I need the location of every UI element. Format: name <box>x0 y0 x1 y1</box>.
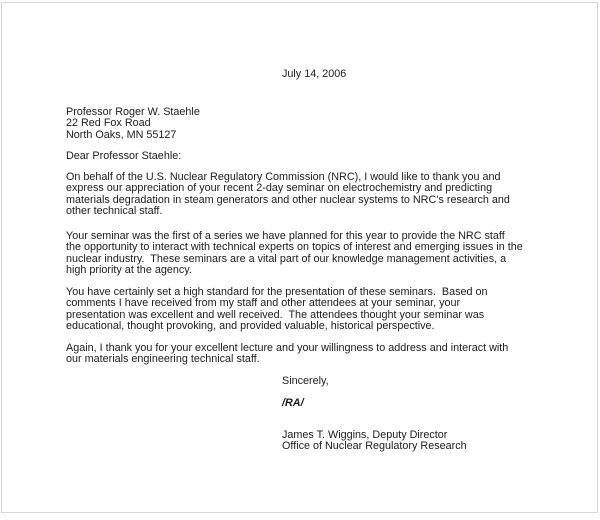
recipient-address: Professor Roger W. Staehle 22 Red Fox Road North Oaks, MN 55127 <box>66 106 200 141</box>
valediction: Sincerely, <box>282 375 329 387</box>
signer-name-and-office: James T. Wiggins, Deputy Director Office of Nuclear Regulatory Research <box>282 429 467 453</box>
body-paragraph-1: On behalf of the U.S. Nuclear Regulatory Commission (NRC), I would like to thank you and express our appreciation of your recent 2-day seminar on electrochemistry and predicting materials degradation in steam generators and other nuclear systems to NRC’s research and other technical staff. <box>66 171 510 217</box>
body-paragraph-3: You have certainly set a high standard for the presentation of these seminars. Based on comments I have received from my staff and other attendees at your seminar, your presentation was excellent and well received. The attendees thought your seminar was educational, thought provoking, and provided valuable, historical perspective. <box>66 286 488 332</box>
body-paragraph-4: Again, I thank you for your excellent lecture and your willingness to address and interact with our materials engineering technical staff. <box>66 342 509 366</box>
letter-date: July 14, 2006 <box>282 68 347 80</box>
body-paragraph-2: Your seminar was the first of a series we have planned for this year to provide the NRC staff the opportunity to interact with technical experts on topics of interest and emerging issues in the nuclear industry. These seminars are a vital part of our knowledge management activities, a high priority at the agency. <box>66 230 523 276</box>
salutation: Dear Professor Staehle: <box>66 150 182 162</box>
signature-initials: /RA/ <box>282 397 304 409</box>
